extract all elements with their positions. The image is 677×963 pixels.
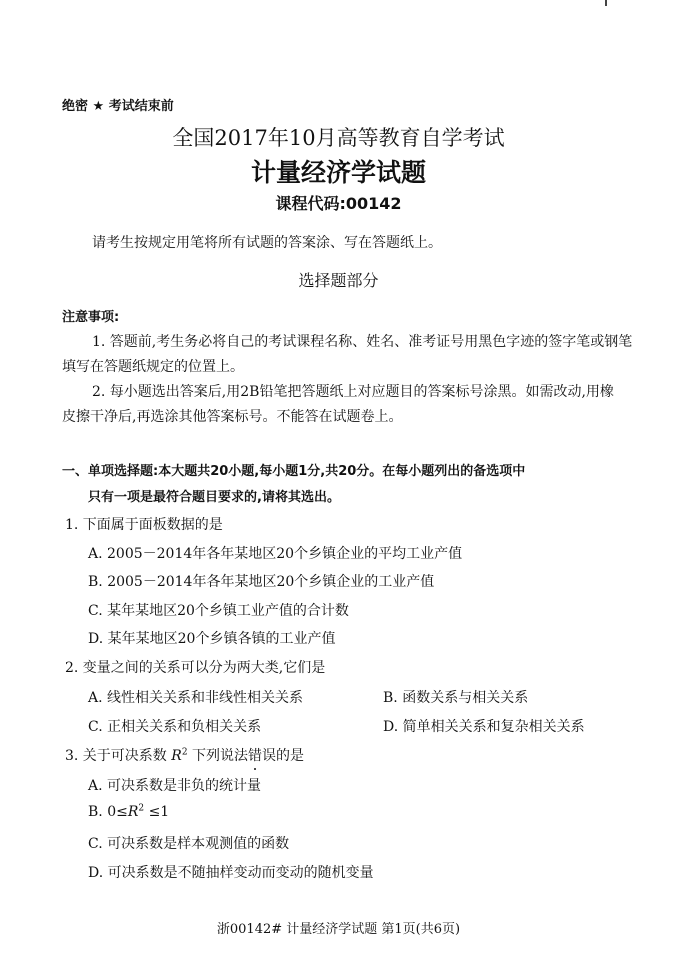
- page-footer: 浙00142# 计量经济学试题 第1页(共6页): [216, 922, 461, 937]
- section-title: 选择题部分: [298, 271, 379, 290]
- scan-mark: [605, 0, 607, 6]
- q1-stem: 1. 下面属于面板数据的是: [65, 517, 223, 533]
- q1-option-a: A. 2005－2014年各年某地区20个乡镇企业的平均工业产值: [88, 546, 463, 562]
- q3-option-b-label: B.: [88, 804, 108, 820]
- note-item-1-line-1: 1. 答题前,考生务必将自己的考试课程名称、姓名、准考证号用黑色字迹的签字笔或钢笔: [92, 334, 633, 350]
- q3-option-a: A. 可决系数是非负的统计量: [88, 778, 262, 794]
- subject-title: 计量经济学试题: [250, 158, 426, 187]
- part1-heading-line-2: 只有一项是最符合题目要求的,请将其选出。: [88, 490, 340, 505]
- q2-stem: 2. 变量之间的关系可以分为两大类,它们是: [65, 660, 326, 676]
- q1-option-b: B. 2005－2014年各年某地区20个乡镇企业的工业产值: [88, 574, 435, 590]
- q2-option-b: B. 函数关系与相关关系: [383, 690, 529, 706]
- confidential-label: 绝密 ★ 考试结束前: [62, 99, 174, 114]
- q2-option-a: A. 线性相关关系和非线性相关关系: [88, 690, 304, 706]
- q3-stem-prefix: 3. 关于可决系数: [65, 748, 172, 764]
- q3-stem: [65, 745, 304, 765]
- q1-option-d: D. 某年某地区20个乡镇各镇的工业产值: [88, 631, 336, 647]
- note-item-2-line-2: 皮擦干净后,再选涂其他答案标号。不能答在试题卷上。: [62, 409, 403, 425]
- r-squared-symbol: R: [171, 748, 182, 764]
- q3-option-b-r-symbol: R: [127, 804, 139, 820]
- r-squared-exponent: 2: [181, 747, 188, 758]
- note-item-2-line-1: 2. 每小题选出答案后,用2B铅笔把答题纸上对应题目的答案标号涂黑。如需改动,用橡: [92, 384, 614, 400]
- q1-option-c: C. 某年某地区20个乡镇工业产值的合计数: [88, 603, 349, 619]
- q3-option-c: C. 可决系数是样本观测值的函数: [88, 836, 290, 852]
- q2-option-c: C. 正相关关系和负相关关系: [88, 719, 262, 735]
- note-item-1-line-2: 填写在答题纸规定的位置上。: [62, 359, 244, 375]
- notes-heading: 注意事项:: [62, 310, 120, 325]
- part1-heading-line-1: 一、单项选择题:本大题共20小题,每小题1分,共20分。在每小题列出的备选项中: [62, 464, 526, 479]
- q3-stem-suffix: 误的是: [262, 748, 304, 764]
- q3-emphasis-char: 错: [248, 745, 262, 765]
- q3-option-b-exponent: 2: [138, 803, 145, 814]
- q3-option-b-left: 0≤: [107, 804, 128, 820]
- exam-title: 全国2017年10月高等教育自学考试: [172, 126, 505, 150]
- q3-option-b-right: ≤1: [144, 804, 170, 820]
- q3-option-d: D. 可决系数是不随抽样变动而变动的随机变量: [88, 865, 374, 881]
- q2-option-d: D. 简单相关关系和复杂相关关系: [383, 719, 585, 735]
- q3-stem-middle: 下列说法: [187, 748, 248, 764]
- q3-option-b: [88, 804, 169, 820]
- instruction: 请考生按规定用笔将所有试题的答案涂、写在答题纸上。: [92, 235, 442, 251]
- course-code: 课程代码:00142: [275, 194, 402, 213]
